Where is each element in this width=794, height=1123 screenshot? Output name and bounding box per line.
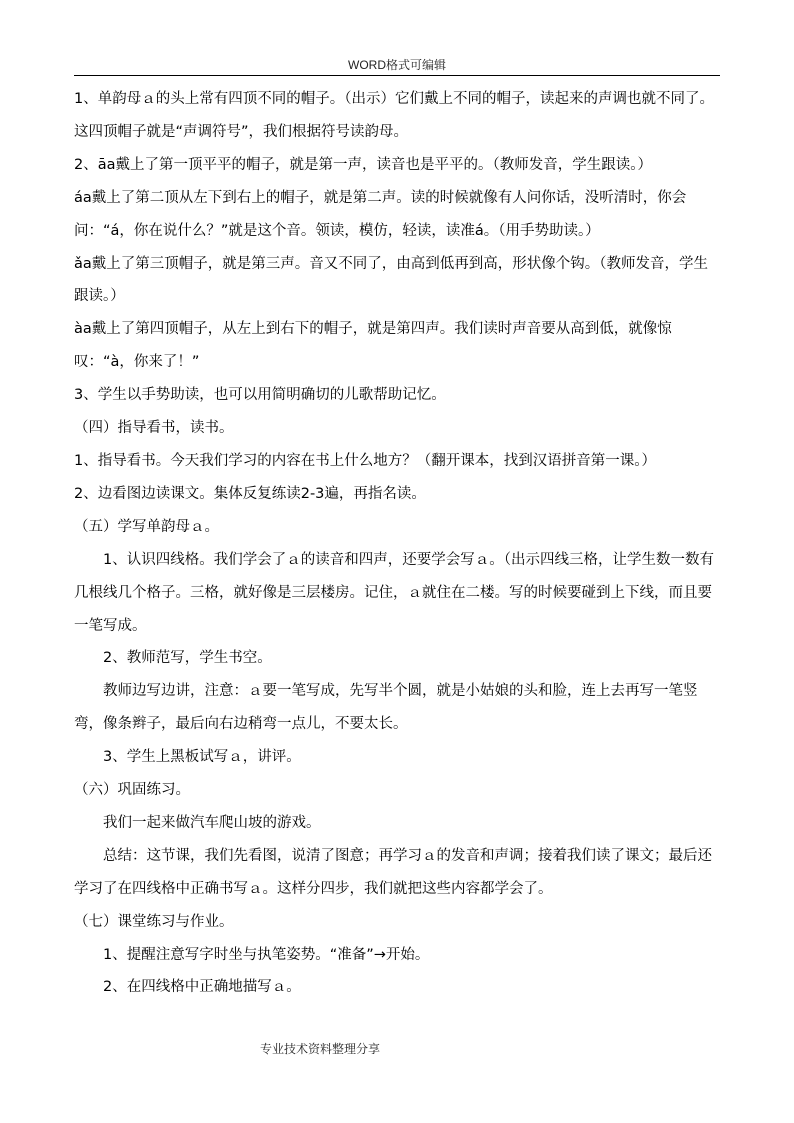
paragraph: 教师边写边讲，注意：ａ要一笔写成，先写半个圆，就是小姑娘的头和脸，连上去再写一笔竖弯，像条辫子，最后向右边稍弯一点儿，不要太长。 bbox=[74, 683, 698, 733]
paragraph: 1、指导看书。今天我们学习的内容在书上什么地方？（翻开课本，找到汉语拼音第一课。） bbox=[74, 452, 656, 469]
paragraph: 2、āa戴上了第一顶平平的帽子，就是第一声，读音也是平平的。（教师发音，学生跟读。） bbox=[74, 156, 652, 173]
paragraph: 2、在四线格中正确地描写ａ。 bbox=[103, 979, 301, 996]
paragraph: 2、边看图边读课文。集体反复练读2-3遍，再指名读。 bbox=[74, 485, 426, 502]
paragraph: áa戴上了第二顶从左下到右上的帽子，就是第二声。读的时候就像有人问你话，没听清时，你会问：“á，你在说什么？”就是这个音。领读，模仿，轻读，读准á。（用手势助读。） bbox=[74, 189, 687, 239]
page-footer: 专业技术资料整理分享 bbox=[259, 1042, 380, 1056]
paragraph: ǎa戴上了第三顶帽子，就是第三声。音又不同了，由高到低再到高，形状像个钩。（教师发音，学生跟读。） bbox=[74, 255, 709, 305]
section-heading: （七）课堂练习与作业。 bbox=[74, 913, 234, 930]
section-heading: （六）巩固练习。 bbox=[74, 782, 190, 799]
page-header: WORD格式可编辑 bbox=[348, 58, 446, 72]
paragraph: 1、认识四线格。我们学会了ａ的读音和四声，还要学会写ａ。（出示四线三格，让学生数一数有几根线几个格子。三格，就好像是三层楼房。记住，ａ就住在二楼。写的时候要碰到上下线，而且要一笔写成。 bbox=[74, 551, 714, 634]
document-body bbox=[74, 83, 722, 1004]
header-divider bbox=[74, 75, 720, 76]
paragraph: 2、教师范写，学生书空。 bbox=[103, 650, 272, 667]
section-heading: （五）学写单韵母ａ。 bbox=[74, 518, 219, 535]
paragraph: 总结：这节课，我们先看图，说清了图意；再学习ａ的发音和声调；接着我们读了课文；最后还学习了在四线格中正确书写ａ。这样分四步，我们就把这些内容都学会了。 bbox=[74, 847, 712, 897]
paragraph: 1、单韵母ａ的头上常有四顶不同的帽子。（出示）它们戴上不同的帽子，读起来的声调也就不同了。这四顶帽子就是“声调符号”，我们根据符号读韵母。 bbox=[74, 91, 714, 140]
paragraph: 3、学生以手势助读，也可以用简明确切的儿歌帮助记忆。 bbox=[74, 387, 446, 404]
section-heading: （四）指导看书，读书。 bbox=[74, 420, 234, 437]
paragraph: àa戴上了第四顶帽子，从左上到右下的帽子，就是第四声。我们读时声音要从高到低，就像惊叹：“à，你来了！” bbox=[74, 321, 672, 371]
paragraph: 3、学生上黑板试写ａ，讲评。 bbox=[103, 749, 301, 766]
paragraph: 1、提醒注意写字时坐与执笔姿势。“准备”→开始。 bbox=[103, 946, 430, 963]
paragraph: 我们一起来做汽车爬山坡的游戏。 bbox=[103, 814, 321, 831]
